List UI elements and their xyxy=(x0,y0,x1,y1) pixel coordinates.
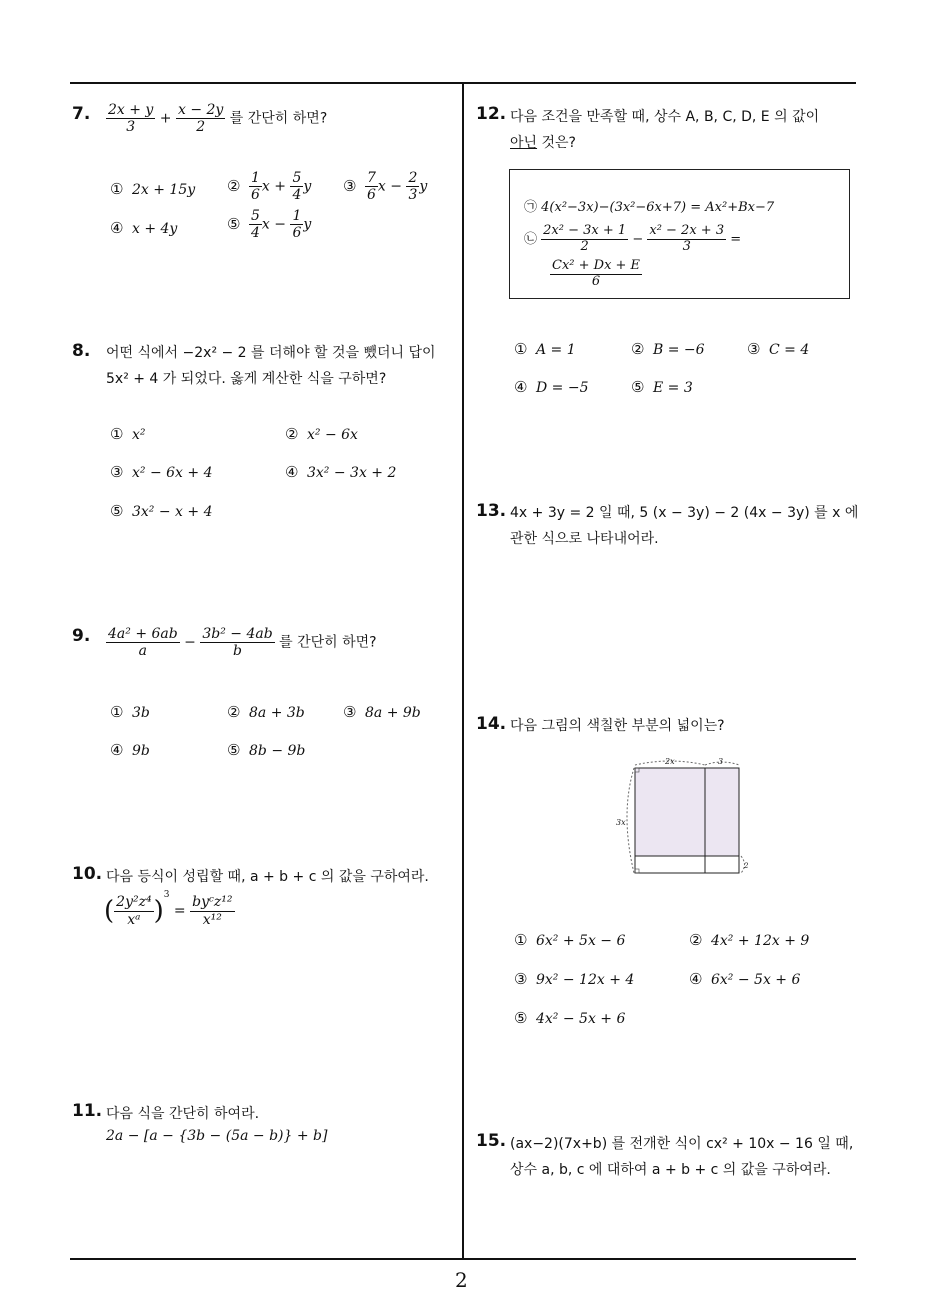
q12-condition-2-rhs: $\frac{\text{Cx² + Dx + E}}{6}$ xyxy=(552,258,641,289)
q13-number: 13. xyxy=(476,501,507,521)
q14-choice-1[interactable]: ① 6x² + 5x − 6 xyxy=(514,931,626,949)
q9-choice-3[interactable]: ③ 8a + 9b xyxy=(343,703,421,721)
q12-choice-1[interactable]: ① A = 1 xyxy=(514,340,576,358)
q8-choice-3[interactable]: ③ x² − 6x + 4 xyxy=(110,463,213,481)
q14-number: 14. xyxy=(476,714,507,734)
q7-choice-5[interactable]: ⑤ $\frac{5}{4}$ x − $\frac{1}{6}$ y xyxy=(227,208,312,242)
q10-equation: ( $\frac{\text{2y²z⁴}}{\text{xᵃ}}$ )$^3$ = $\frac{\text{byᶜz¹²}}{\text{x¹²}}$ xyxy=(104,890,233,928)
q8-line-2: 5x² + 4 가 되었다. 옳게 계산한 식을 구하면? xyxy=(106,371,387,387)
q8-choice-5[interactable]: ⑤ 3x² − x + 4 xyxy=(110,502,213,520)
q12-condition-1: ㉠ 4(x²−3x)−(3x²−6x+7) = Ax²+Bx−7 xyxy=(524,200,775,215)
q14-choice-5[interactable]: ⑤ 4x² − 5x + 6 xyxy=(514,1009,626,1027)
q7-choice-2[interactable]: ② $\frac{1}{6}$ x + $\frac{5}{4}$ y xyxy=(227,170,312,204)
shaded-region xyxy=(635,768,739,856)
q9-stem: $\frac{\text{4a² + 6ab}}{a}$ − $\frac{\text{3b² − 4ab}}{b}$ 를 간단히 하면? xyxy=(108,626,377,660)
q9-choice-1[interactable]: ① 3b xyxy=(110,703,150,721)
column-divider xyxy=(462,82,464,1259)
q12-choice-3[interactable]: ③ C = 4 xyxy=(747,340,810,358)
q15-number: 15. xyxy=(476,1131,507,1151)
q8-number: 8. xyxy=(72,341,91,361)
q12-choice-4[interactable]: ④ D = −5 xyxy=(514,378,589,396)
q12-choice-2[interactable]: ② B = −6 xyxy=(631,340,705,358)
q9-choice-5[interactable]: ⑤ 8b − 9b xyxy=(227,741,306,759)
q9-choice-4[interactable]: ④ 9b xyxy=(110,741,150,759)
q8-choice-1[interactable]: ① x² xyxy=(110,425,146,443)
q14-choice-3[interactable]: ③ 9x² − 12x + 4 xyxy=(514,970,635,988)
q12-line-1: 다음 조건을 만족할 때, 상수 A, B, C, D, E 의 값이 xyxy=(510,109,820,125)
page-number: 2 xyxy=(455,1268,468,1292)
q9-choice-2[interactable]: ② 8a + 3b xyxy=(227,703,305,721)
q11-expression: 2a − [a − {3b − (5a − b)} + b] xyxy=(106,1128,328,1144)
q11-number: 11. xyxy=(72,1101,103,1121)
q13-line-1: 4x + 3y = 2 일 때, 5 (x − 3y) − 2 (4x − 3y) 를 x 에 xyxy=(510,505,859,521)
q12-choice-5[interactable]: ⑤ E = 3 xyxy=(631,378,693,396)
label-2: 2 xyxy=(744,862,749,870)
q7-choice-3[interactable]: ③ $\frac{7}{6}$ x − $\frac{2}{3}$ y xyxy=(343,170,428,204)
q7-choice-4[interactable]: ④ x + 4y xyxy=(110,219,178,237)
q14-choice-4[interactable]: ④ 6x² − 5x + 6 xyxy=(689,970,801,988)
q12-condition-2: ㉡ $\frac{\text{2x² − 3x + 1}}{2}$ − $\frac{\text{x² − 2x + 3}}{3}$ = xyxy=(524,223,742,254)
q8-choice-4[interactable]: ④ 3x² − 3x + 2 xyxy=(285,463,397,481)
q14-stem: 다음 그림의 색칠한 부분의 넓이는? xyxy=(510,718,725,734)
q7-stem: $\frac{2x + y}{3}$ + $\frac{x - 2y}{2}$ 를 간단히 하면? xyxy=(108,102,328,136)
bottom-rule xyxy=(70,1258,856,1260)
q10-number: 10. xyxy=(72,864,103,884)
q7-number: 7. xyxy=(72,104,91,124)
q14-figure xyxy=(610,755,760,880)
side-brace xyxy=(627,768,634,873)
q8-line-1: 어떤 식에서 −2x² − 2 를 더해야 할 것을 뺐더니 답이 xyxy=(106,345,436,361)
q13-line-2: 관한 식으로 나타내어라. xyxy=(510,531,659,547)
q15-line-2: 상수 a, b, c 에 대하여 a + b + c 의 값을 구하여라. xyxy=(510,1162,831,1178)
label-3x: 3x xyxy=(616,818,626,827)
q12-number: 12. xyxy=(476,104,507,124)
q14-choice-2[interactable]: ② 4x² + 12x + 9 xyxy=(689,931,810,949)
q15-line-1: (ax−2)(7x+b) 를 전개한 식이 cx² + 10x − 16 일 때, xyxy=(510,1136,854,1152)
q9-number: 9. xyxy=(72,626,91,646)
label-2x: 2x xyxy=(665,757,675,766)
q11-stem: 다음 식을 간단히 하여라. xyxy=(106,1106,260,1122)
q8-choice-2[interactable]: ② x² − 6x xyxy=(285,425,358,443)
q7-choice-1[interactable]: ① 2x + 15y xyxy=(110,180,196,198)
q12-line-2: 아닌 것은? xyxy=(510,135,576,151)
q10-stem: 다음 등식이 성립할 때, a + b + c 의 값을 구하여라. xyxy=(106,869,429,885)
label-3: 3 xyxy=(718,757,724,766)
